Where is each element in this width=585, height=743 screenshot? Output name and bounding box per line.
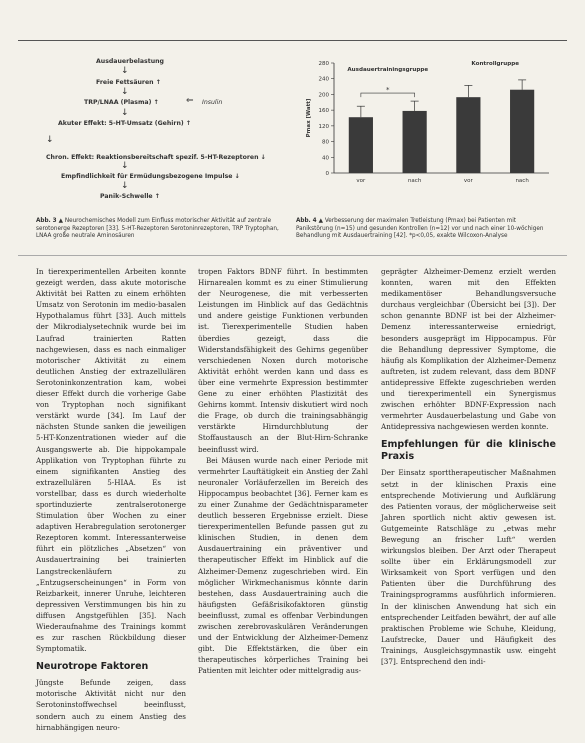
node-trp: TRP/LNAA (Plasma) ↑	[84, 99, 159, 106]
paragraph: Der Einsatz sporttherapeutischer Maßnahmen setzt in der klinischen Praxis eine entsprechende Motivierung und Aufklärung des Patienten voraus, der möglicherweise seit Jahren sportlich nicht aktiv gewesen ist. Gutgemeinte Ratschläge zu „etwas mehr Bewegung an frischer Luft“ werden wirkungslos bleiben. Der Arzt oder Therapeut sollte über ein Erklärungsmodell zur Wirksamkeit von Sport verfügen und den Patienten über die Durchführung des Trainingsprogramms ausführlich informieren. In der klinischen Anwendung hat sich ein entsprechender Leitfaden bewährt, der auf alle praktischen Probleme wie Schuhe, Kleidung, Laufstrecke, Dauer und Häufigkeit des Trainings, Ausgleichsgymnastik usw. eingeht [37]. Entsprechend den indi-	[381, 468, 556, 666]
y-tick-label: 40	[322, 155, 329, 162]
y-axis-label: Pmax [Watt]	[306, 98, 312, 138]
paragraph: Jüngste Befunde zeigen, dass motorische Aktivität nicht nur den Serotoninstoffwechsel beeinflusst, sondern auch zu einem Anstieg des hirnabhängigen neuro-	[36, 678, 186, 732]
section-heading-neurotrope: Neurotrope Faktoren	[36, 661, 149, 673]
text-column-1	[36, 266, 186, 733]
header-rule	[18, 40, 567, 41]
figure-4-caption-text: Verbesserung der maximalen Tretleistung (Pmax) bei Patienten mit Panikstörung (n=15) und gesunden Kontrollen (n=12) vor und nach einer 10-wöchigen Behandlung mit Ausdauertraining [42]. *p<0,05, exakte Wilcoxon-Analyse	[296, 218, 544, 240]
figure-4-caption	[296, 218, 551, 241]
y-tick-label: 0	[325, 171, 329, 177]
x-tick-label: vor	[356, 178, 366, 184]
arrow-down-icon: ↓	[121, 181, 129, 191]
section-heading-empfehlungen: Empfehlungen für die klinische Praxis	[381, 439, 556, 463]
y-tick-label: 200	[318, 92, 329, 99]
y-tick-label: 280	[318, 61, 329, 67]
paragraph: Bei Mäusen wurde nach einer Periode mit vermehrter Lauftätigkeit ein Anstieg der Zahl neuronaler Vorläuferzellen im Bereich des Hippocampus beobachtet [36]. Ferner kam es zu einer Zunahme der Gedächtnisparameter deutlich besseren Ergebnisse erzielt. Diese tierexperimentellen Befunde passen gut zu klinischen Studien, in denen dem Ausdauertraining ein präventiver und therapeutischer Effekt im Hinblick auf die Alzheimer-Demenz zugeschrieben wird. Ein möglicher Wirkmechanismus könnte darin bestehen, dass Ausdauertraining auch die häufigsten Gefäßrisikofaktoren günstig beeinflusst, zumal es offenbar Verbindungen zwischen zerebrovaskulären Veränderungen und der Entwicklung der Alzheimer-Demenz gibt. Die Effektstärken, die über ein therapeutisches körperliches Training bei Patienten mit leichter oder mittelgradig aus-	[198, 455, 368, 676]
figure-4-caption-label: Abb. 4 ▲	[296, 218, 323, 224]
figure-4-chart	[296, 55, 561, 185]
x-tick-label: nach	[515, 178, 529, 184]
y-tick-label: 80	[322, 139, 329, 146]
node-free-fat: Freie Fettsäuren ↑	[96, 79, 161, 86]
bar	[456, 97, 480, 173]
y-tick-label: 160	[318, 108, 329, 115]
arrow-down-icon: ↓	[121, 108, 129, 118]
text-column-3	[381, 266, 556, 667]
node-sensitivity: Empfindlichkeit für Ermüdungsbezogene Impulse ↓	[61, 173, 240, 180]
node-acute: Akuter Effekt: 5-HT-Umsatz (Gehirn) ↑	[58, 120, 192, 127]
bar	[349, 117, 373, 173]
x-tick-label: nach	[407, 178, 422, 184]
figure-separator	[18, 255, 567, 256]
bar	[510, 90, 534, 173]
arrow-left-icon: ⇐	[186, 96, 194, 106]
figure-3-caption-label: Abb. 3 ▲	[36, 218, 63, 224]
bar	[403, 111, 427, 173]
node-chronic: Chron. Effekt: Reaktionsbereitschaft spezif. 5-HT-Rezeptoren ↓	[46, 154, 266, 161]
arrow-down-icon: ↓	[121, 161, 129, 171]
paragraph: geprägter Alzheimer-Demenz erzielt werden konnten, waren mit den Effekten medikamentöser Behandlungsversuche durchaus vergleichbar (Übersicht bei [3]). Der schon genannte BDNF ist bei der Alzheimer-Demenz interessanterweise erniedrigt, besonders ausgeprägt im Hippocampus. Für die Behandlung depressiver Symptome, die häufig als Komplikation der Alzheimer-Demenz auftreten, ist zudem relevant, dass dem BDNF antidepressive Effekte zugeschrieben werden und tierexperimentell ein Synergismus zwischen erhöhter BDNF-Expression nach vermehrter Ausdauerbelastung und Gabe von Antidepressiva nachgewiesen werden konnte.	[381, 267, 556, 432]
group-label: Ausdauertrainingsgruppe	[347, 67, 429, 73]
y-tick-label: 240	[318, 76, 329, 83]
arrow-down-icon: ↓	[121, 66, 129, 76]
figure-3-caption-text: Neurochemisches Modell zum Einfluss motorischer Aktivität auf zentrale serotonerge Rezeptoren [33]. 5-HT-Rezeptoren Serotoninrezeptoren, TRP Tryptophan, LNAA große neutrale Aminosäuren	[36, 218, 279, 240]
y-tick-label: 120	[318, 123, 329, 130]
paragraph: In tierexperimentellen Arbeiten konnte gezeigt werden, dass akute motorische Aktivität bei Ratten zu einem erhöhten Umsatz von Serotonin im medio-basalen Hypothalamus führt [33]. Auch mittels der Mikrodialysetechnik wurde bei im Laufrad trainierten Ratten nachgewiesen, dass es nach einmaliger motorischer Aktivität zu einem deutlichen Anstieg der extrazellulären Serotoninkonzentration kam, wobei dieser Effekt durch die vorherige Gabe von Tryptophan noch signifikant verstärkt wurde [34]. Im Lauf der nächsten Stunde sanken die jeweiligen 5-HT-Konzentrationen wieder auf die Ausgangswerte ab. Die hippokampale Applikation von Tryptophan führte zu einem signifikanten Anstieg des extrazellulären 5-HIAA. Es ist vorstellbar, dass es durch wiederholte sportinduzierte zentralserotonerge Stimulation über Wochen zu einer adaptiven Herabregulation serotonerger Rezeptoren kommt. Interessanterweise führt ein plötzliches „Absetzen“ von Ausdauertraining bei trainierten Langstreckenläufern zu „Entzugserscheinungen“ in Form von Reizbarkeit, innerer Unruhe, leichteren depressiven Verstimmungen bis hin zu diffusen Angstgefühlen [35]. Nach Wiederaufnahme des Trainings kommt es zur raschen Rückbildung dieser Symptomatik.	[36, 267, 186, 654]
node-fatigue: Panik-Schwelle ↑	[100, 193, 160, 200]
node-training: Ausdauerbelastung	[96, 58, 164, 65]
significance-marker: *	[386, 86, 390, 95]
node-insulin: Insulin	[202, 99, 223, 106]
arrow-down-icon: ↓	[121, 87, 129, 97]
text-column-2	[198, 266, 368, 676]
group-label: Kontrollgruppe	[471, 61, 520, 67]
x-tick-label: vor	[463, 178, 473, 184]
figure-3-caption	[36, 218, 286, 241]
paragraph: tropen Faktors BDNF führt. In bestimmten Hirnarealen kommt es zu einer Stimulierung der Neurogenese, die mit verbesserten Leistungen im Hinblick auf das Gedächtnis und andere geistige Funktionen verbunden ist. Tierexperimentelle Studien haben überdies gezeigt, dass die Widerstandsfähigkeit des Gehirns gegenüber verschiedenen Noxen durch motorische Aktivität erhöht werden kann und dass es über eine vermehrte Expression bestimmter Gene zu einer erhöhten Plastizität des Gehirns kommt. Intensiv diskutiert wird noch die Frage, ob durch die trainingsabhängig verstärkte Hirndurchblutung der Stoffaustausch an der Blut-Hirn-Schranke beeinflusst wird.	[198, 267, 368, 454]
arrow-down-icon: ↓	[46, 135, 54, 145]
